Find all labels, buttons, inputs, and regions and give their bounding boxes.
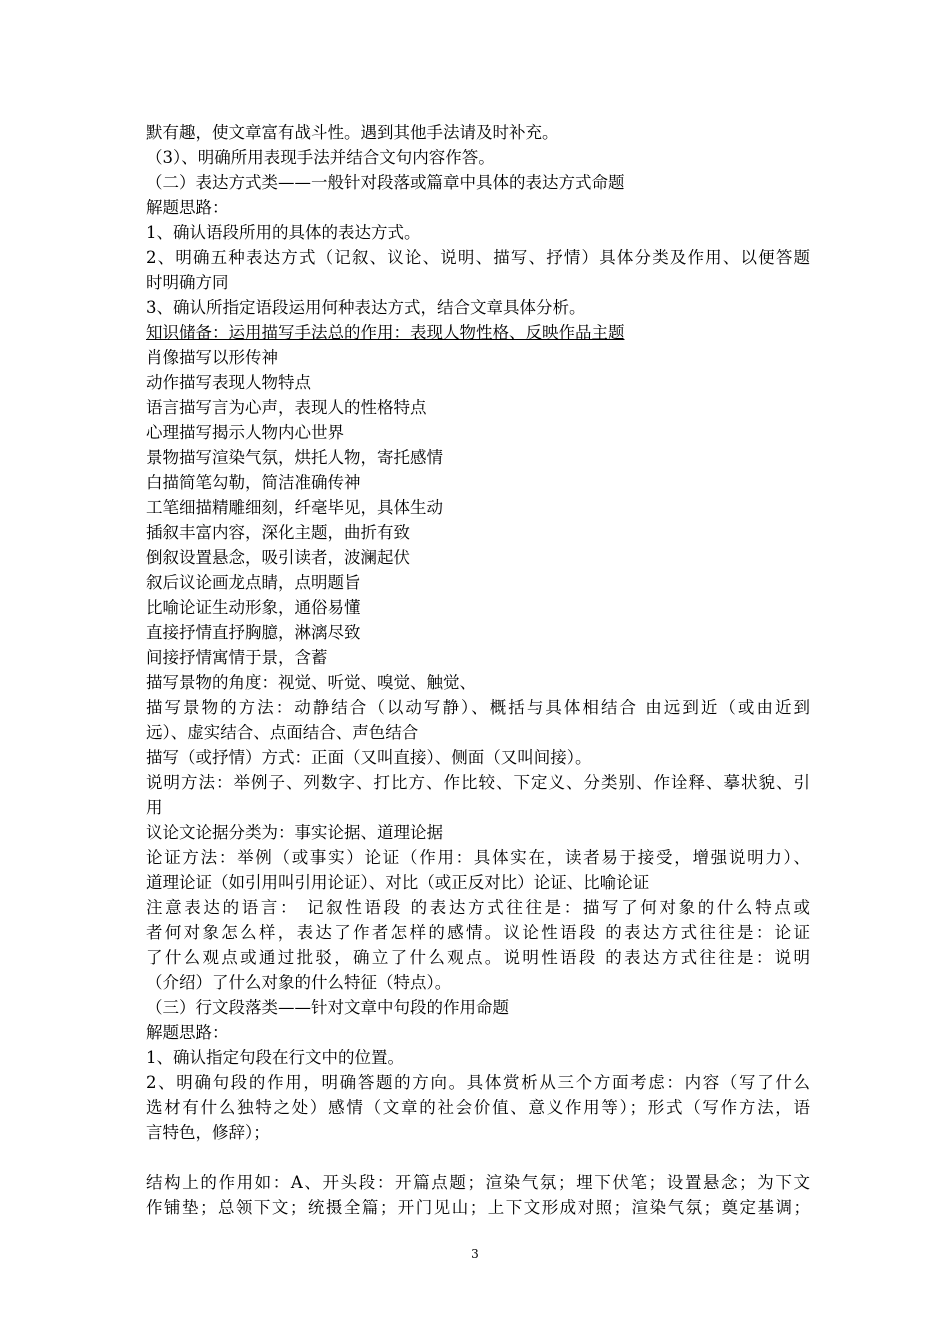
text-line: 议论文论据分类为：事实论据、道理论据: [146, 823, 443, 842]
text-line: 1、确认指定句段在行文中的位置。: [146, 1048, 404, 1067]
text-line: 用: [146, 798, 163, 817]
text-line: 注意表达的语言： 记叙性语段 的表达方式往往是：描写了何对象的什么特点或: [146, 898, 810, 917]
text-line: 直接抒情直抒胸臆，淋漓尽致: [146, 623, 361, 642]
text-line: 论证方法：举例（或事实）论证（作用：具体实在，读者易于接受，增强说明力）、: [146, 848, 810, 867]
text-line: 动作描写表现人物特点: [146, 373, 311, 392]
text-line: 语言描写言为心声，表现人的性格特点: [146, 398, 427, 417]
text-line: 者何对象怎么样，表达了作者怎样的感情。议论性语段 的表达方式往往是：论证: [146, 923, 810, 942]
text-line: 说明方法：举例子、列数字、打比方、作比较、下定义、分类别、作诠释、摹状貌、引: [146, 773, 810, 792]
text-line: 时明确方同: [146, 273, 229, 292]
blank-line: [146, 1145, 810, 1170]
text-line: 工笔细描精雕细刻，纤毫毕见，具体生动: [146, 498, 443, 517]
text-line: 言特色，修辞）；: [146, 1123, 270, 1142]
text-line: 选材有什么独特之处）感情（文章的社会价值、意义作用等）；形式（写作方法，语: [146, 1098, 810, 1117]
text-line: 了什么观点或通过批驳，确立了什么观点。说明性语段 的表达方式往往是：说明: [146, 948, 810, 967]
text-line: 景物描写渲染气氛，烘托人物，寄托感情: [146, 448, 443, 467]
text-line: [146, 320, 810, 345]
text-line: 解题思路：: [146, 1023, 229, 1042]
text-line: 插叙丰富内容，深化主题，曲折有致: [146, 523, 410, 542]
text-line: （介绍）了什么对象的什么特征（特点）。: [146, 973, 452, 992]
text-line: 间接抒情寓情于景，含蓄: [146, 648, 328, 667]
text-line: 白描简笔勾勒，简洁准确传神: [146, 473, 361, 492]
text-line: 描写（或抒情）方式：正面（又叫直接）、侧面（又叫间接）。: [146, 748, 592, 767]
text-line: （三）行文段落类——针对文章中句段的作用命题: [146, 998, 509, 1017]
text-line: （二）表达方式类——一般针对段落或篇章中具体的表达方式命题: [146, 173, 625, 192]
text-line: 作铺垫；总领下文；统摄全篇；开门见山；上下文形成对照；渲染气氛；奠定基调；: [146, 1198, 810, 1217]
text-line: 倒叙设置悬念，吸引读者，波澜起伏: [146, 548, 410, 567]
underlined-text: 知识储备：运用描写手法总的作用：表现人物性格、反映作品主题: [146, 323, 625, 342]
text-line: 肖像描写以形传神: [146, 348, 278, 367]
text-line: 描写景物的方法：动静结合（以动写静）、概括与具体相结合 由远到近（或由近到: [146, 698, 810, 717]
text-line: 远）、虚实结合、点面结合、声色结合: [146, 723, 419, 742]
text-line: 解题思路：: [146, 198, 229, 217]
page-number: 3: [471, 1247, 479, 1261]
text-line: 2、明确五种表达方式（记叙、议论、说明、描写、抒情）具体分类及作用、以便答题: [146, 248, 810, 267]
text-line: 道理论证（如引用叫引用论证）、对比（或正反对比）论证、比喻论证: [146, 873, 650, 892]
text-line: 结构上的作用如：A、开头段：开篇点题；渲染气氛；埋下伏笔；设置悬念；为下文: [146, 1173, 810, 1192]
text-line: （3）、明确所用表现手法并结合文句内容作答。: [146, 148, 495, 167]
text-line: 心理描写揭示人物内心世界: [146, 423, 344, 442]
document-body: [146, 120, 810, 1220]
text-line: 3、确认所指定语段运用何种表达方式，结合文章具体分析。: [146, 298, 586, 317]
text-line: 叙后议论画龙点睛，点明题旨: [146, 573, 361, 592]
text-line: 比喻论证生动形象，通俗易懂: [146, 598, 361, 617]
text-line: 2、明确句段的作用，明确答题的方向。具体赏析从三个方面考虑：内容（写了什么: [146, 1073, 810, 1092]
text-line: 描写景物的角度：视觉、听觉、嗅觉、触觉、: [146, 673, 476, 692]
text-line: 1、确认语段所用的具体的表达方式。: [146, 223, 421, 242]
text-line: 默有趣，使文章富有战斗性。遇到其他手法请及时补充。: [146, 123, 559, 142]
